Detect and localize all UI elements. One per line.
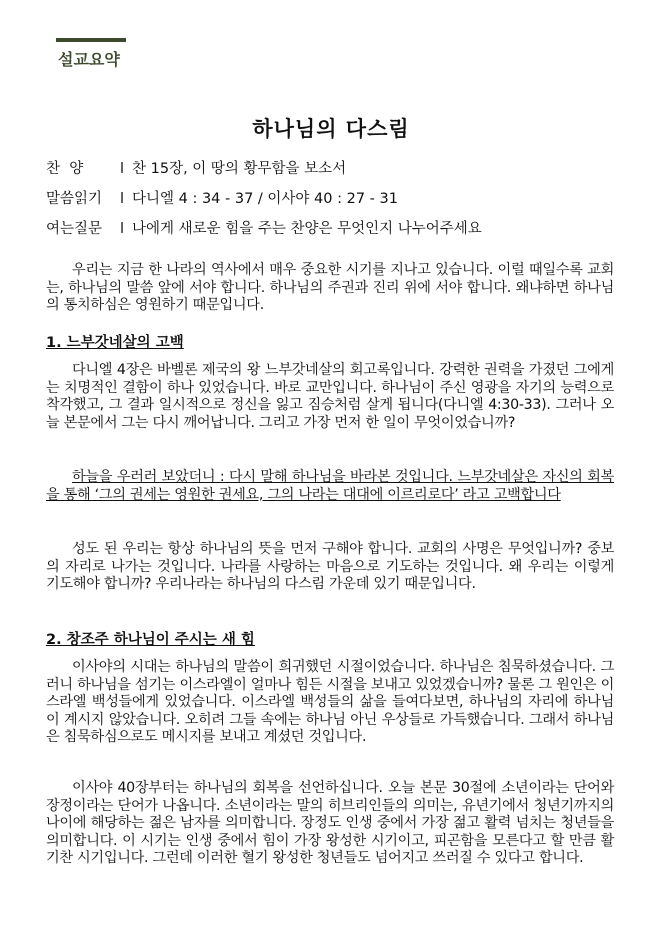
question-label: 여는질문 <box>46 221 103 237</box>
intro-paragraph: 우리는 지금 한 나라의 역사에서 매우 중요한 시기를 지나고 있습니다. 이럴 때일수록 교회는, 하나님의 말씀 앞에 서야 합니다. 하나님의 주권과 진리 위에 서야 합니다. 왜냐하면 하나님의 통치하심은 영원하기 때문입니다. <box>46 262 614 314</box>
question-row <box>46 217 482 238</box>
header-accent-bar <box>56 38 126 42</box>
separator: l <box>120 191 125 207</box>
section-2-paragraph-1: 이사야의 시대는 하나님의 말씀이 희귀했던 시절이었습니다. 하나님은 침묵하셨습니다. 그러니 하나님을 섬기는 이스라엘이 얼마나 힘든 시절을 보내고 있었겠습니까? 물론 그 원인은 이스라엘 백성들에게 있었습니다. 이스라엘 백성들의 삶을 들여다보면, 하나님의 자리에 하나님이 계시지 않았습니다. 오히려 그들 속에는 하나님 아닌 우상들로 가득했습니다. 그래서 하나님은 침묵하심으로도 메시지를 보내고 계셨던 것입니다. <box>46 659 614 746</box>
hymn-value: 찬 15장, 이 땅의 황무함을 보소서 <box>132 161 347 177</box>
page-title: 하나님의 다스림 <box>252 117 410 141</box>
separator: l <box>120 221 125 237</box>
reading-row <box>46 187 398 208</box>
reading-value: 다니엘 4 : 34 - 37 / 이사야 40 : 27 - 31 <box>132 191 398 207</box>
section-1-paragraph-3: 성도 된 우리는 항상 하나님의 뜻을 먼저 구해야 합니다. 교회의 사명은 무엇입니까? 중보의 자리로 나가는 것입니다. 나라를 사랑하는 마음으로 기도하는 것입니다. 왜 우리는 이렇게 기도해야 합니까? 우리나라는 하나님의 다스림 가운데 있기 때문입니다. <box>46 541 614 593</box>
hymn-label: 찬 양 <box>46 161 84 177</box>
section-1-heading: 1. 느부갓네살의 고백 <box>46 335 184 351</box>
question-value: 나에게 새로운 힘을 주는 찬양은 무엇인지 나누어주세요 <box>132 221 482 237</box>
section-2-heading: 2. 창조주 하나님이 주시는 새 힘 <box>46 632 255 648</box>
reading-label: 말씀읽기 <box>46 191 103 207</box>
section-1-paragraph-1: 다니엘 4장은 바벨론 제국의 왕 느부갓네살의 회고록입니다. 강력한 권력을 가졌던 그에게는 치명적인 결함이 하나 있었습니다. 바로 교만입니다. 하나님이 주신 영광을 자기의 능력으로 착각했고, 그 결과 일시적으로 정신을 잃고 짐승처럼 살게 됩니다(다니엘 4:30-33). 그러나 오늘 본문에서 그는 다시 깨어납니다. 그리고 가장 먼저 한 일이 무엇이었습니까? <box>46 362 614 431</box>
hymn-row <box>46 157 346 178</box>
separator: l <box>120 161 125 177</box>
section-tag: 설교요약 <box>58 50 120 69</box>
section-2-paragraph-2: 이사야 40장부터는 하나님의 회복을 선언하십니다. 오늘 본문 30절에 소년이라는 단어와 장정이라는 단어가 나옵니다. 소년이라는 말의 히브리인들의 의미는, 유년기에서 청년기까지의 나이에 해당하는 젊은 남자를 의미합니다. 장정도 인생 중에서 가장 젊고 활력 넘치는 청년들을 의미합니다. 이 시기는 인생 중에서 힘이 가장 왕성한 시기이고, 피곤함을 모른다고 할 만큼 활기찬 시기입니다. 그런데 이러한 혈기 왕성한 청년들도 넘어지고 쓰러질 수 있다고 합니다. <box>46 780 614 867</box>
section-1-paragraph-2: 하늘을 우러러 보았더니 : 다시 말해 하나님을 바라본 것입니다. 느부갓네살은 자신의 회복을 통해 ‘그의 권세는 영원한 권세요, 그의 나라는 대대에 이르리로다’ 라고 고백합니다 <box>46 469 614 503</box>
